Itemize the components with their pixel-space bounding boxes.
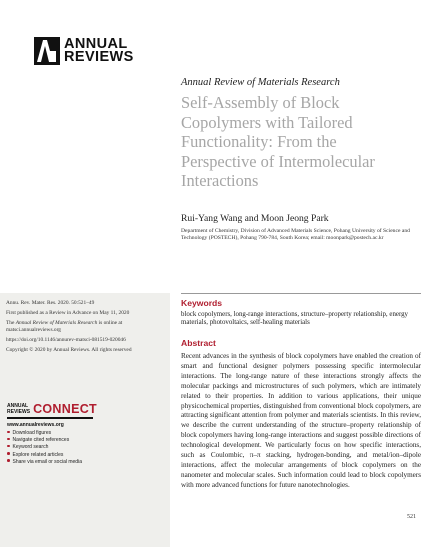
keywords-heading: Keywords [181, 298, 223, 308]
article-info-sidebar [0, 293, 170, 547]
connect-small-label [7, 404, 30, 415]
copyright: Copyright © 2020 by Annual Reviews. All rights reserved [6, 347, 132, 354]
abstract-text: Recent advances in the synthesis of block copolymers have enabled the creation of smart and functional designer polymers possessing specific intermolecular interactions. The long-range nature of these interactions strongly affects the molecular packings and microstructures of such polymers, which are intimately related to their properties. In addition to various applications, their unique physicochemical properties, distinguished from conventional block copolymers, are attracting significant attention from polymer and materials scientists. In this review, we describe the current understanding of the structure–property relationship of block copolymers having long-range interactions and suggest possible directions of technological development. We particularly focus on how specific interactions, such as Coulombic, π–π stacking, hydrogen-bonding, and metal/ion–dipole interactions, affect the molecular arrangements of block copolymers on the nanometer and molecular scales. Such information could lead to block copolymers with more advanced functions for future nanotechnologies. [181, 352, 421, 489]
logo-wordmark [64, 38, 134, 64]
keywords-text: block copolymers, long-range interactions, structure–property relationship, energy materials, photovoltaics, self-healing materials [181, 311, 409, 327]
online-prefix: The [6, 320, 16, 327]
doi-link[interactable]: https://doi.org/10.1146/annurev-matsci-081519-020046 [6, 337, 126, 344]
connect-item-keyword-search[interactable] [7, 444, 157, 451]
connect-item-navigate-references[interactable] [7, 437, 157, 444]
bullet-icon [7, 431, 10, 434]
bullet-icon [7, 445, 10, 448]
article-metadata [6, 300, 164, 358]
connect-header [7, 404, 157, 415]
article-title: Self-Assembly of Block Copolymers with Tailored Functionality: From the Perspective of Intermolecular Interactions [181, 93, 375, 191]
connect-item-related-articles[interactable] [7, 452, 157, 459]
page-number: 521 [407, 514, 416, 520]
authors: Rui-Yang Wang and Moon Jeong Park [181, 213, 329, 224]
affiliation: Department of Chemistry, Division of Advanced Materials Science, Pohang University of Science and Technology (POSTECH), Pohang 790-784, South Korea; email: moonpark@postech.ac.kr [181, 228, 410, 242]
bullet-icon [7, 452, 10, 455]
journal-name: Annual Review of Materials Research [181, 77, 340, 88]
connect-title: CONNECT [33, 402, 97, 416]
first-published: First published as a Review in Advance on May 11, 2020 [6, 310, 130, 317]
bullet-icon [7, 438, 10, 441]
logo-line-1: ANNUAL [64, 36, 128, 52]
connect-item-label: Download figures [12, 430, 52, 436]
online-journal: Annual Review of Materials Research [15, 320, 98, 327]
connect-item-label: Keyword search [12, 444, 49, 451]
connect-small-line-2: REVIEWS [7, 408, 31, 415]
online-statement [6, 320, 164, 333]
connect-item-label: Navigate cited references [12, 437, 70, 444]
connect-item-download-figures[interactable] [7, 430, 157, 437]
connect-feature-list [7, 430, 157, 466]
abstract-heading: Abstract [181, 338, 216, 348]
section-rule [181, 293, 421, 294]
logo-line-2: REVIEWS [64, 49, 134, 65]
ar-logo-icon [34, 37, 60, 65]
connect-item-share[interactable] [7, 459, 157, 466]
connect-url[interactable]: www.annualreviews.org [7, 422, 64, 428]
online-suffix: is online at matsci.annualreviews.org [6, 320, 123, 333]
connect-item-label: Explore related articles [12, 451, 64, 458]
connect-divider [7, 417, 93, 419]
connect-box [7, 404, 157, 466]
bullet-icon [7, 459, 10, 462]
connect-item-label: Share via email or social media [12, 458, 82, 465]
annual-reviews-logo [34, 37, 134, 65]
connect-small-line-1: ANNUAL [7, 403, 29, 410]
citation: Annu. Rev. Mater. Res. 2020. 50:521–49 [6, 300, 95, 306]
